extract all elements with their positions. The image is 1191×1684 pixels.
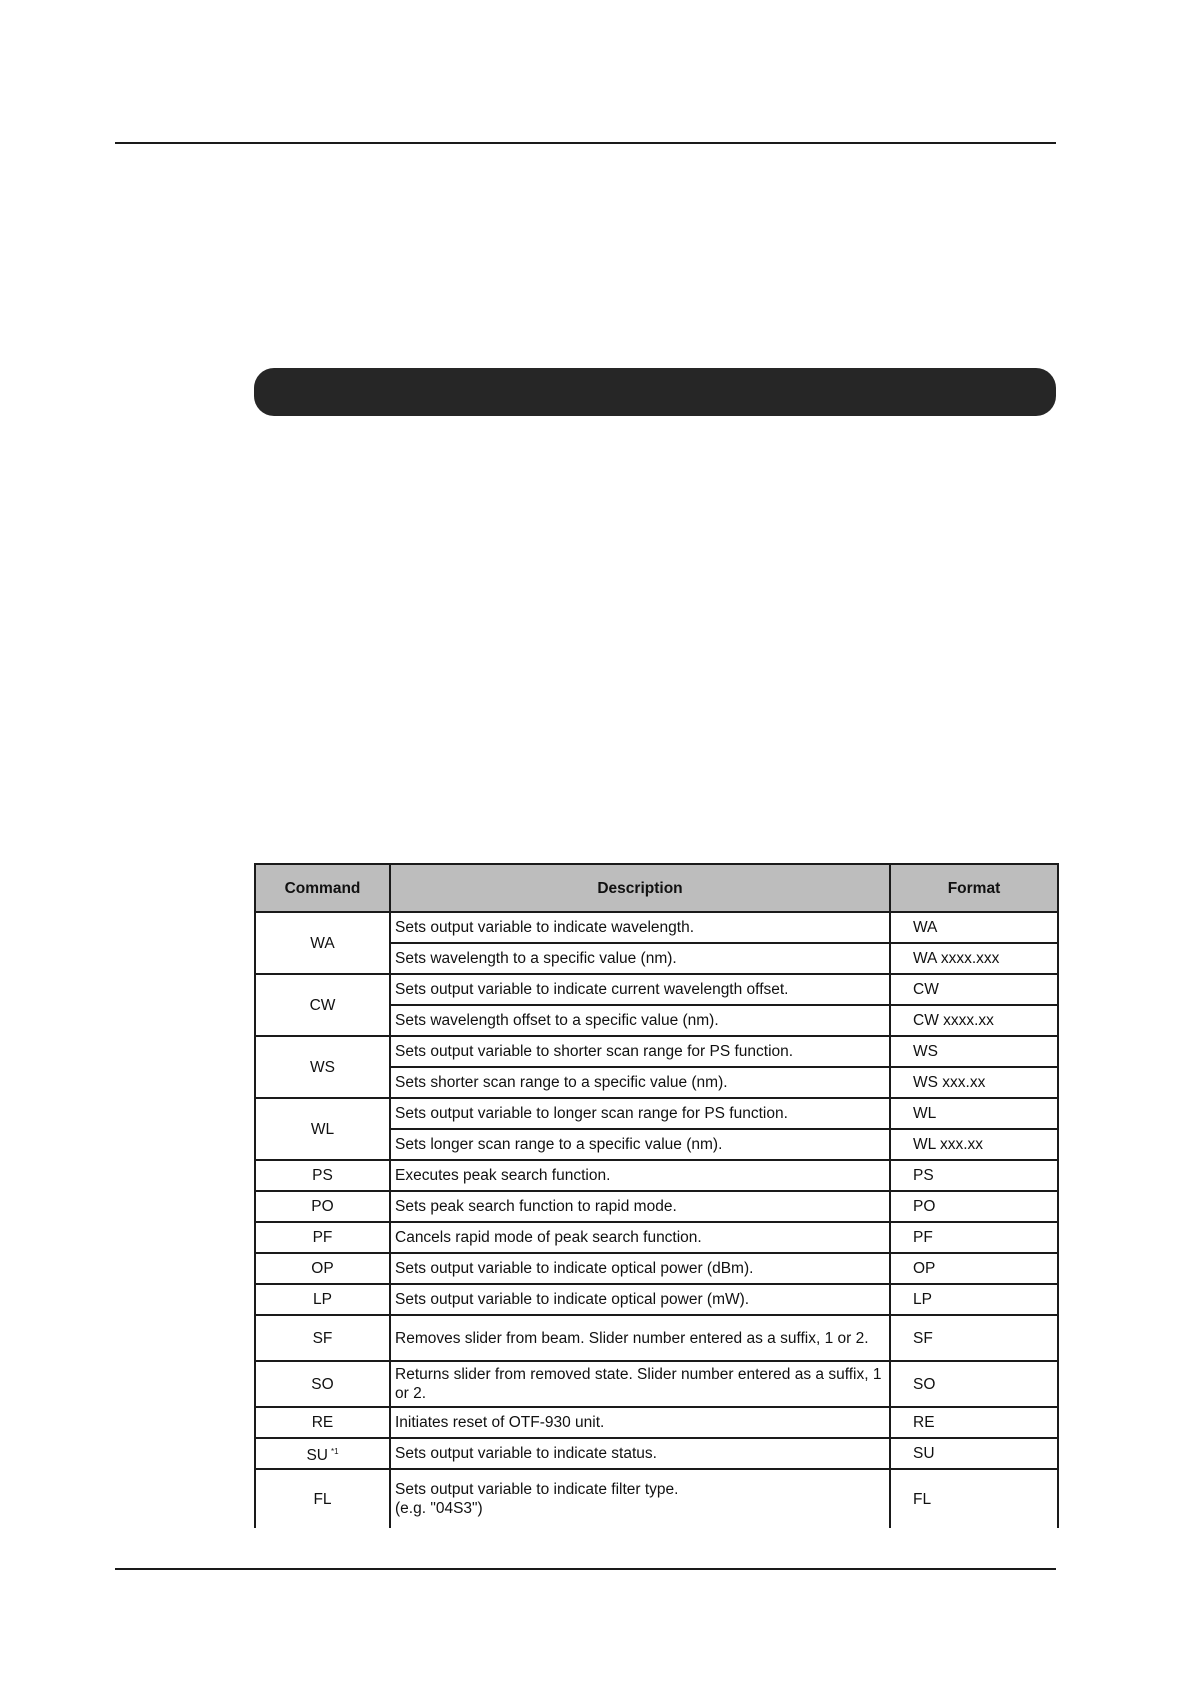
table-row — [255, 1315, 1058, 1361]
table-row — [255, 1284, 1058, 1315]
table-row — [255, 1222, 1058, 1253]
table-row — [255, 1098, 1058, 1129]
table-row — [255, 1361, 1058, 1407]
format-cell: SO — [890, 1361, 1058, 1407]
format-cell: WA — [890, 912, 1058, 943]
format-cell: PS — [890, 1160, 1058, 1191]
footnote-marker: *1 — [330, 1447, 339, 1456]
header-format: Format — [890, 864, 1058, 912]
command-cell: CW — [255, 974, 390, 1036]
command-cell: FL — [255, 1469, 390, 1528]
table-row — [255, 1407, 1058, 1438]
command-cell: RE — [255, 1407, 390, 1438]
format-cell: WL xxx.xx — [890, 1129, 1058, 1160]
command-cell: PF — [255, 1222, 390, 1253]
description-cell: Executes peak search function. — [390, 1160, 890, 1191]
format-cell: LP — [890, 1284, 1058, 1315]
description-cell: Returns slider from removed state. Slider number entered as a suffix, 1 or 2. — [390, 1361, 890, 1407]
format-cell: PF — [890, 1222, 1058, 1253]
description-cell: Sets output variable to longer scan range for PS function. — [390, 1098, 890, 1129]
format-cell: SU — [890, 1438, 1058, 1469]
command-cell: WS — [255, 1036, 390, 1098]
format-cell: PO — [890, 1191, 1058, 1222]
table-row — [255, 1191, 1058, 1222]
description-line: Sets output variable to indicate filter type. — [395, 1481, 679, 1498]
table-row — [255, 1036, 1058, 1067]
format-cell: WS xxx.xx — [890, 1067, 1058, 1098]
command-cell: WL — [255, 1098, 390, 1160]
description-cell: Sets longer scan range to a specific value (nm). — [390, 1129, 890, 1160]
description-cell: Cancels rapid mode of peak search function. — [390, 1222, 890, 1253]
table-header-row — [255, 864, 1058, 912]
table-row — [255, 912, 1058, 943]
command-cell: SO — [255, 1361, 390, 1407]
format-cell: WA xxxx.xxx — [890, 943, 1058, 974]
footer-rule — [115, 1568, 1056, 1570]
description-cell: Removes slider from beam. Slider number entered as a suffix, 1 or 2. — [390, 1315, 890, 1361]
section-banner — [254, 368, 1056, 416]
format-cell: WL — [890, 1098, 1058, 1129]
description-cell: Sets output variable to indicate wavelength. — [390, 912, 890, 943]
table-row — [255, 974, 1058, 1005]
header-rule — [115, 142, 1056, 144]
format-cell: SF — [890, 1315, 1058, 1361]
header-description: Description — [390, 864, 890, 912]
table-row — [255, 1253, 1058, 1284]
description-cell: Sets output variable to indicate optical power (dBm). — [390, 1253, 890, 1284]
command-cell: PO — [255, 1191, 390, 1222]
description-cell — [390, 1469, 890, 1528]
description-cell: Sets output variable to shorter scan range for PS function. — [390, 1036, 890, 1067]
description-cell: Sets shorter scan range to a specific value (nm). — [390, 1067, 890, 1098]
format-cell: FL — [890, 1469, 1058, 1528]
command-cell: PS — [255, 1160, 390, 1191]
format-cell: RE — [890, 1407, 1058, 1438]
command-table — [254, 863, 1059, 1528]
format-cell: WS — [890, 1036, 1058, 1067]
command-cell: OP — [255, 1253, 390, 1284]
description-cell: Sets wavelength offset to a specific value (nm). — [390, 1005, 890, 1036]
description-cell: Sets output variable to indicate optical power (mW). — [390, 1284, 890, 1315]
command-name: SU — [306, 1447, 328, 1464]
format-cell: CW xxxx.xx — [890, 1005, 1058, 1036]
header-command: Command — [255, 864, 390, 912]
command-cell — [255, 1438, 390, 1469]
description-example: (e.g. "04S3") — [395, 1500, 483, 1517]
table-row — [255, 1438, 1058, 1469]
command-cell: LP — [255, 1284, 390, 1315]
table-row — [255, 1469, 1058, 1528]
format-cell: CW — [890, 974, 1058, 1005]
table-row — [255, 1160, 1058, 1191]
format-cell: OP — [890, 1253, 1058, 1284]
description-cell: Sets output variable to indicate status. — [390, 1438, 890, 1469]
description-cell: Sets wavelength to a specific value (nm). — [390, 943, 890, 974]
description-cell: Initiates reset of OTF-930 unit. — [390, 1407, 890, 1438]
command-cell: SF — [255, 1315, 390, 1361]
description-cell: Sets peak search function to rapid mode. — [390, 1191, 890, 1222]
command-cell: WA — [255, 912, 390, 974]
description-cell: Sets output variable to indicate current wavelength offset. — [390, 974, 890, 1005]
